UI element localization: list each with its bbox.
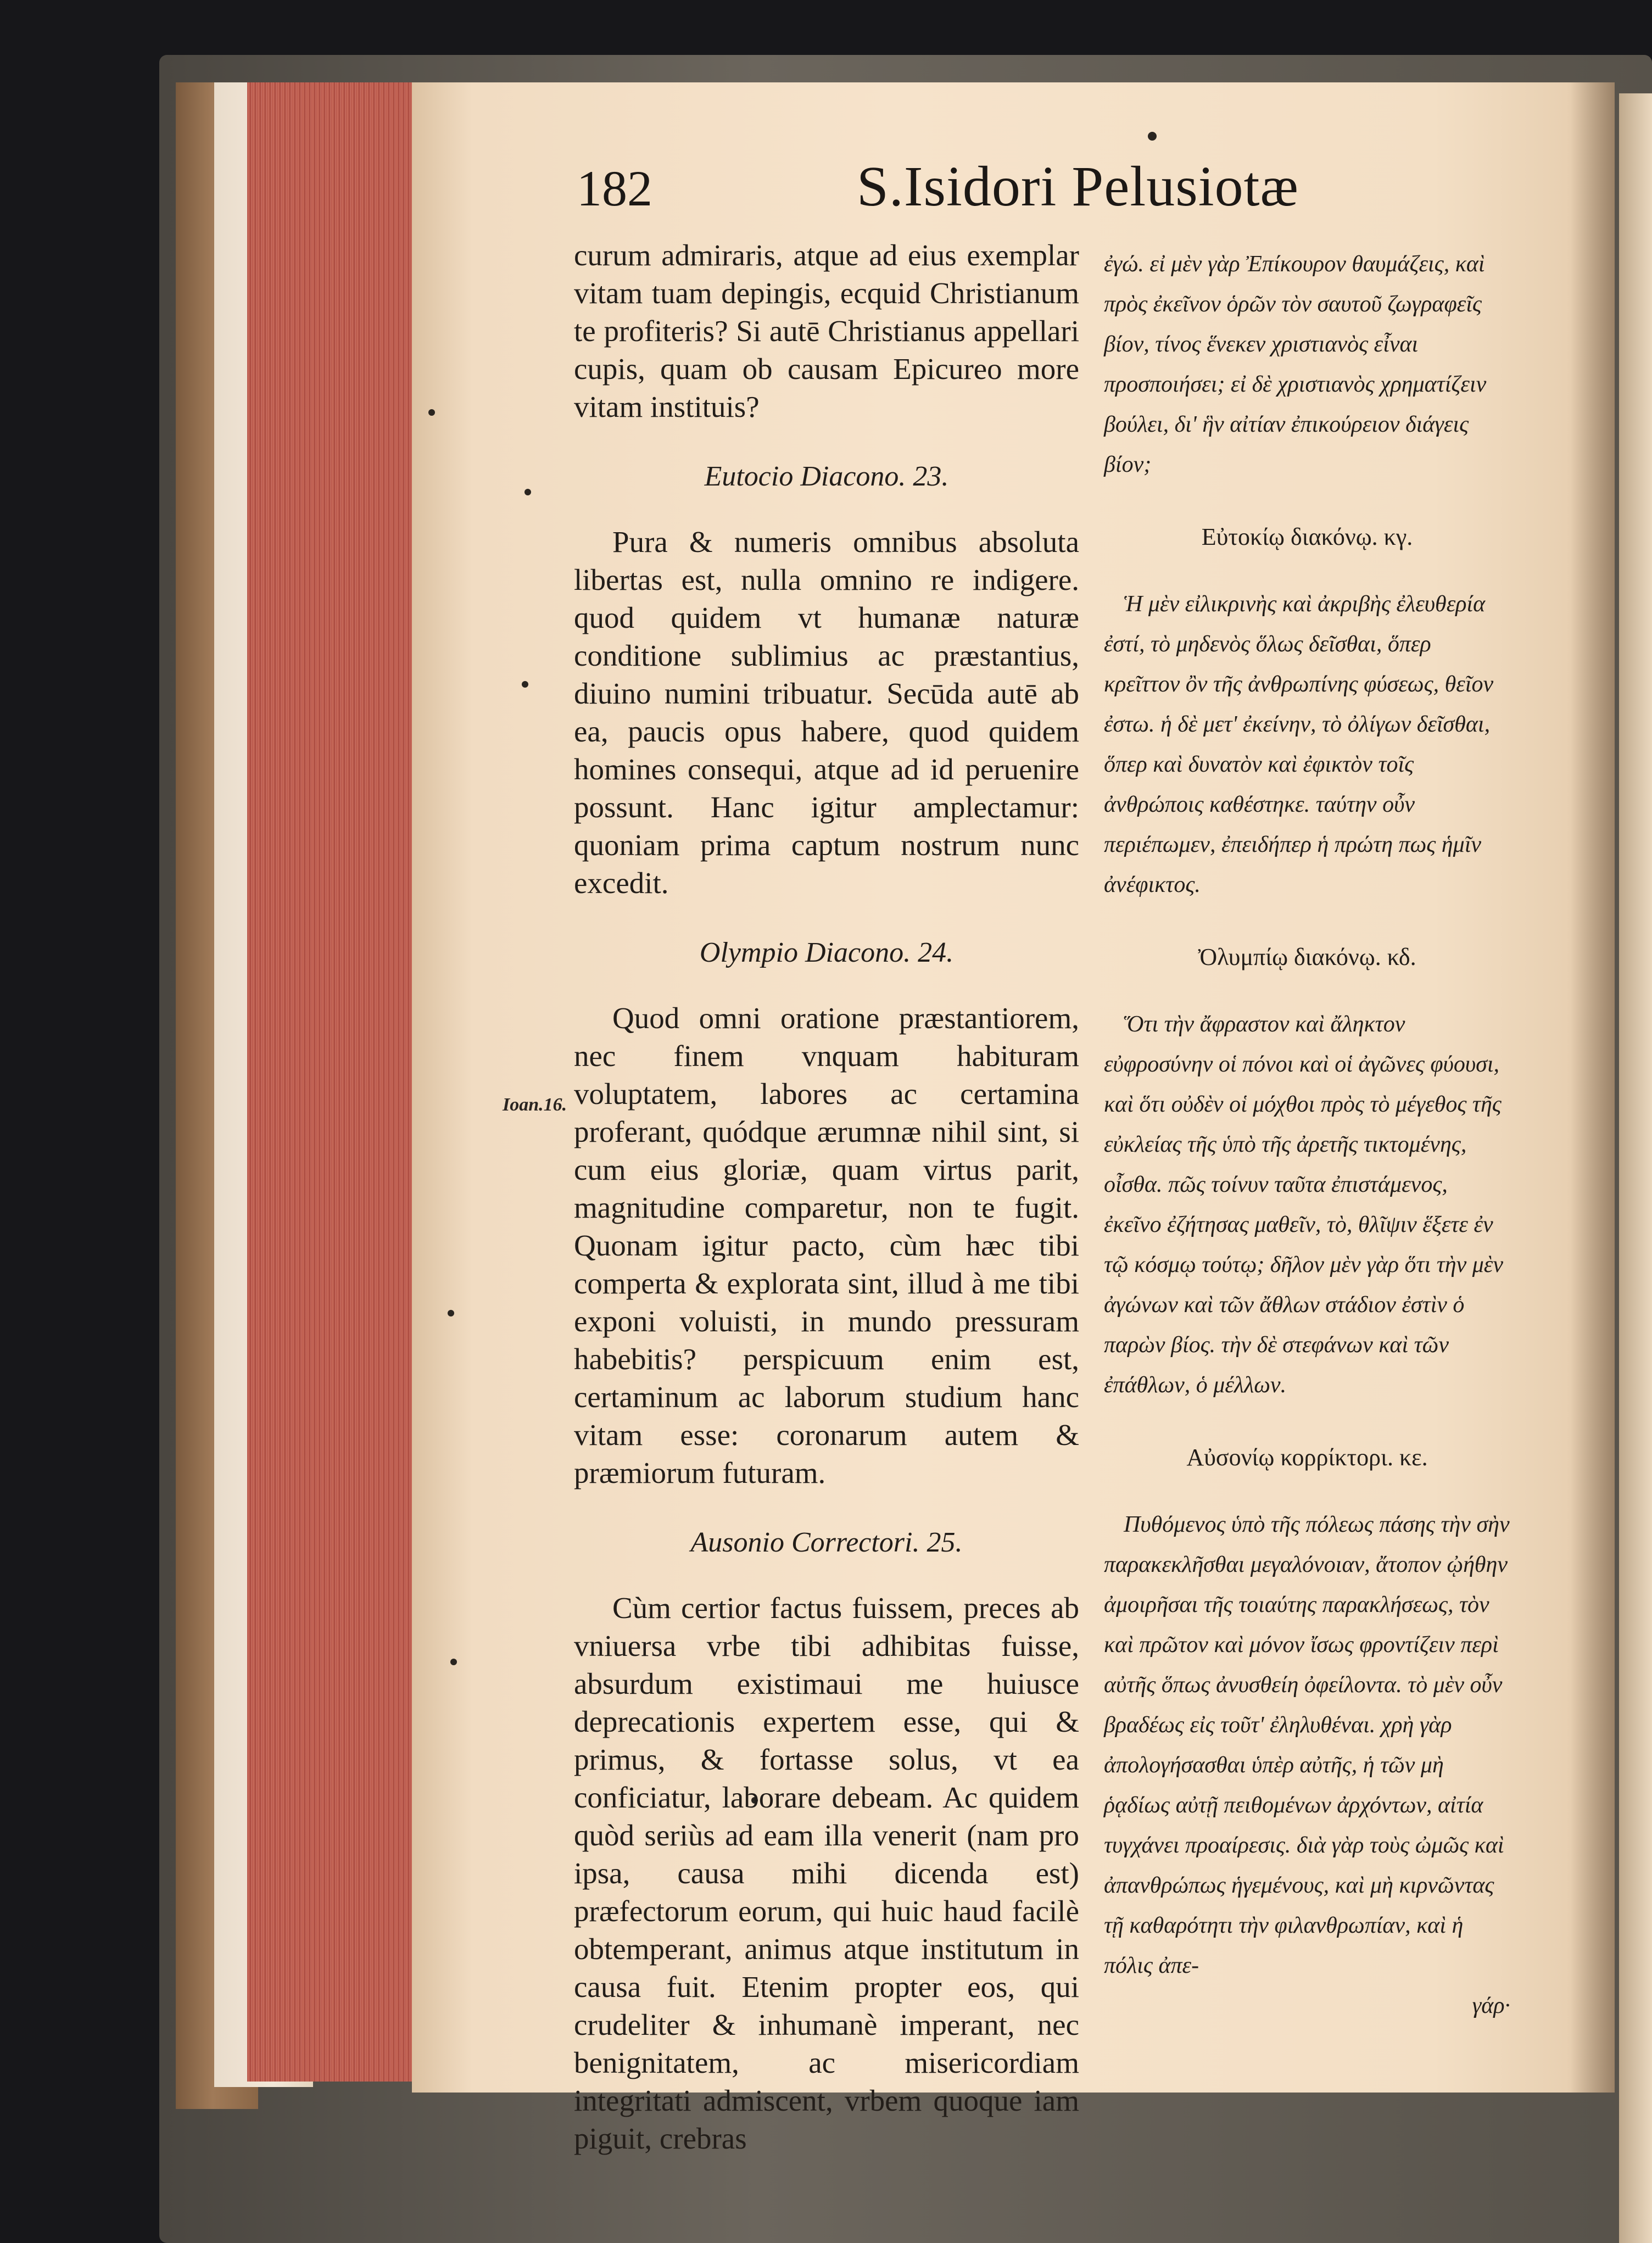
paper-speck [450, 1659, 457, 1665]
running-title: S.Isidori Pelusiotæ [857, 155, 1299, 218]
latin-heading-23: Eutocio Diacono. 23. [704, 461, 949, 492]
catchword: γάρ· [1472, 1993, 1510, 2018]
paper-speck [448, 1310, 454, 1316]
greek-column [1104, 244, 1510, 2026]
greek-heading-24: Ὀλυμπίῳ διακόνῳ. κδ. [1198, 944, 1416, 970]
latin-column [574, 236, 1079, 2157]
gutter-shadow [1571, 82, 1615, 2093]
red-page-edges [247, 82, 414, 2082]
facing-page-edge [1619, 93, 1652, 2243]
greek-letter-23: Ἡ μὲν εἰλικρινὴς καὶ ἀκριβὴς ἐλευθερία ἐστί, τὸ μηδενὸς ὅλως δεῖσθαι, ὅπερ κρεῖττον ὂν τῆς ἀνθρωπίνης φύσεως, θεῖον ἐστω. ἡ δὲ μετ' ἐκείνην, τὸ ὀλίγων δεῖσθαι, ὅπερ καὶ δυνατὸν καὶ ἐφικτὸν τοῖς ἀνθρώποις καθέστηκε. ταύτην οὖν περιέπωμεν, ἐπειδήπερ ἡ πρώτη πως ἡμῖν ἀνέφικτος. [1104, 592, 1494, 897]
greek-letter-24: Ὅτι τὴν ἄφραστον καὶ ἄληκτον εὐφροσύνην οἱ πόνοι καὶ οἱ ἀγῶνες φύουσι, καὶ ὅτι οὐδὲν οἱ μόχθοι πρὸς τὸ μέγεθος τῆς εὐκλείας τῆς ὑπὸ τῆς ἀρετῆς τικτομένης, οἶσθα. πῶς τοίνυν ταῦτα ἐπιστάμενος, ἐκεῖνο ἐζήτησας μαθεῖν, τὸ, θλῖψιν ἕξετε ἐν τῷ κόσμῳ τούτῳ; δῆλον μὲν γὰρ ὅτι τὴν μὲν ἀγώνων καὶ τῶν ἄθλων στάδιον ἐστὶν ὁ παρὼν βίος. τὴν δὲ στεφάνων καὶ τῶν ἐπάθλων, ὁ μέλλων. [1104, 1012, 1503, 1398]
page-number: 182 [577, 160, 652, 216]
paper-speck [428, 409, 435, 416]
paper-speck [1148, 132, 1157, 141]
latin-letter-25: Cùm certior factus fuissem, preces ab vniuersa vrbe tibi adhibitas fuisse, absurdum existimaui me huiusce deprecationis expertem esse, qui & primus, & fortasse solus, vt ea conficiatur, laborare debeam. Ac quidem quòd seriùs ad eam illa venerit (nam pro ipsa, causa mihi dicenda est) præfectorum eorum, qui huic haud facilè obtemperant, animus atque institutum in causa fuit. Etenim propter eos, qui crudeliter & inhumanè imperant, nec benignitatem, ac misericordiam integritati admiscent, vrbem quoque iam piguit, crebras [574, 1591, 1079, 2155]
latin-heading-25: Ausonio Correctori. 25. [690, 1527, 963, 1558]
marginal-note: Ioan.16. [503, 1095, 567, 1115]
greek-intro: ἐγώ. εἰ μὲν γὰρ Ἐπίκουρον θαυμάζεις, καὶ πρὸς ἐκεῖνον ὁρῶν τὸν σαυτοῦ ζωγραφεῖς βίον, τίνος ἕνεκεν χριστιανὸς εἶναι προσποιήσει; εἰ δὲ χριστιανὸς χρηματίζειν βούλει, δι' ἣν αἰτίαν ἐπικούρειον διάγεις βίον; [1104, 252, 1487, 477]
greek-letter-25: Πυθόμενος ὑπὸ τῆς πόλεως πάσης τὴν σὴν παρακεκλῆσθαι μεγαλόνοιαν, ἄτοπον ᾠήθην ἀμοιρῆσαι τῆς τοιαύτης παρακλήσεως, τὸν καὶ πρῶτον καὶ μόνον ἴσως φροντίζειν περὶ αὐτῆς ὅπως ἀνυσθείη ὀφείλοντα. τὸ μὲν οὖν βραδέως εἰς τοῦτ' ἐληλυθέναι. χρὴ γὰρ ἀπολογήσασθαι ὑπὲρ αὐτῆς, ἡ τῶν μὴ ῥᾳδίως αὐτῇ πειθομένων ἀρχόντων, αἰτία τυγχάνει προαίρεσις. διὰ γὰρ τοὺς ὠμῶς καὶ ἀπανθρώπως ἡγεμένους, καὶ μὴ κιρνῶντας τῇ καθαρότητι τὴν φιλανθρωπίαν, καὶ ἡ πόλις ἀπε- [1104, 1512, 1510, 1978]
greek-heading-25: Αὐσονίῳ κορρίκτορι. κε. [1186, 1444, 1428, 1471]
latin-intro: curum admiraris, atque ad eius exemplar vitam tuam depingis, ecquid Christianum te profiteris? Si autē Christianus appellari cupis, quam ob causam Epicureo more vitam instituis? [574, 238, 1079, 423]
greek-heading-23: Εὐτοκίῳ διακόνῳ. κγ. [1201, 523, 1413, 550]
latin-heading-24: Olympio Diacono. 24. [699, 937, 954, 968]
paper-speck [522, 681, 528, 688]
latin-letter-23: Pura & numeris omnibus absoluta libertas est, nulla omnino re indigere. quod quidem vt humanæ naturæ conditione sublimius ac præstantius, diuino numini tribuatur. Secūda autē ab ea, paucis opus habere, quod quidem homines consequi, atque ad id peruenire possunt. Hanc igitur amplectamur: quoniam prima captum nostrum nunc excedit. [574, 525, 1079, 900]
latin-letter-24: Quod omni oratione præstantiorem, nec finem vnquam habituram voluptatem, labores ac certamina proferant, quódque ærumnæ nihil sint, si cum eius gloriæ, quam virtus parit, magnitudine comparetur, non te fugit. Quonam igitur pacto, cùm hæc tibi comperta & explorata sint, illud à me tibi exponi voluisti, in mundo pressuram habebitis? perspicuum enim est, certaminum ac laborum studium hanc vitam esse: coronarum autem & præmiorum futuram. [574, 1001, 1079, 1489]
paper-speck [524, 489, 531, 495]
